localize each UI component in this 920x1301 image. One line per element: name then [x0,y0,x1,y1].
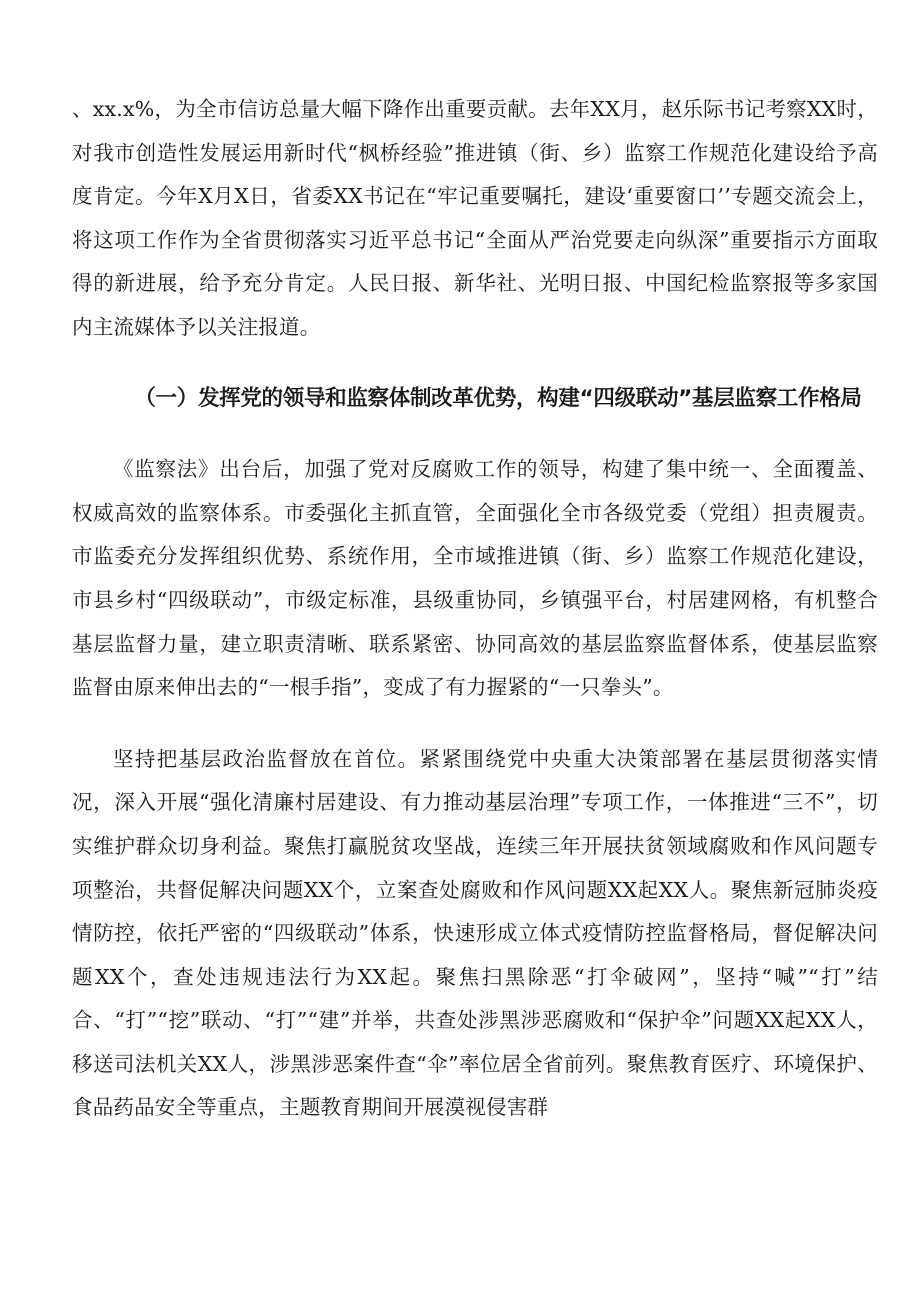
body-paragraph-2: 《监察法》出台后，加强了党对反腐败工作的领导，构建了集中统一、全面覆盖、权威高效的监察体系。市委强化主抓直管，全面强化全市各级党委（党组）担责履责。市监委充分发挥组织优势、系统作用，全市域推进镇（街、乡）监察工作规范化建设，市县乡村“四级联动”，市级定标准，县级重协同，乡镇强平台，村居建网格，有机整合基层监督力量，建立职责清晰、联系紧密、协同高效的基层监察监督体系，使基层监察监督由原来伸出去的“一根手指”，变成了有力握紧的“一只拳头”。 [72,457,878,700]
document-page [72,88,878,1130]
body-paragraph-1: 、xx.x%，为全市信访总量大幅下降作出重要贡献。去年XX月，赵乐际书记考察XX时，对我市创造性发展运用新时代“枫桥经验”推进镇（街、乡）监察工作规范化建设给予高度肯定。今年X月X日，省委XX书记在“牢记重要嘱托，建设‘重要窗口’’专题交流会上，将这项工作作为全省贯彻落实习近平总书记“全面从严治党要走向纵深”重要指示方面取得的新进展，给予充分肯定。人民日报、新华社、光明日报、中国纪检监察报等多家国内主流媒体予以关注报道。 [72,97,878,339]
section-heading-1: （一）发挥党的领导和监察体制改革优势，构建“四级联动”基层监察工作格局 [134,385,862,411]
body-paragraph-3: 坚持把基层政治监督放在首位。紧紧围绕党中央重大决策部署在基层贯彻落实情况，深入开展“强化清廉村居建设、有力推动基层治理”专项工作，一体推进“三不”，切实维护群众切身利益。聚焦打赢脱贫攻坚战，连续三年开展扶贫领域腐败和作风问题专项整治，共督促解决问题XX个，立案查处腐败和作风问题XX起XX人。聚焦新冠肺炎疫情防控，依托严密的“四级联动”体系，快速形成立体式疫情防控监督格局，督促解决问题XX个，查处违规违法行为XX起。聚焦扫黑除恶“打伞破网”，坚持“喊”“打”结合、“打”“挖”联动、“打”“建”并举，共查处涉黑涉恶腐败和“保护伞”问题XX起XX人，移送司法机关XX人，涉黑涉恶案件查“伞”率位居全省前列。聚焦教育医疗、环境保护、食品药品安全等重点，主题教育期间开展漠视侵害群 [72,746,878,1120]
